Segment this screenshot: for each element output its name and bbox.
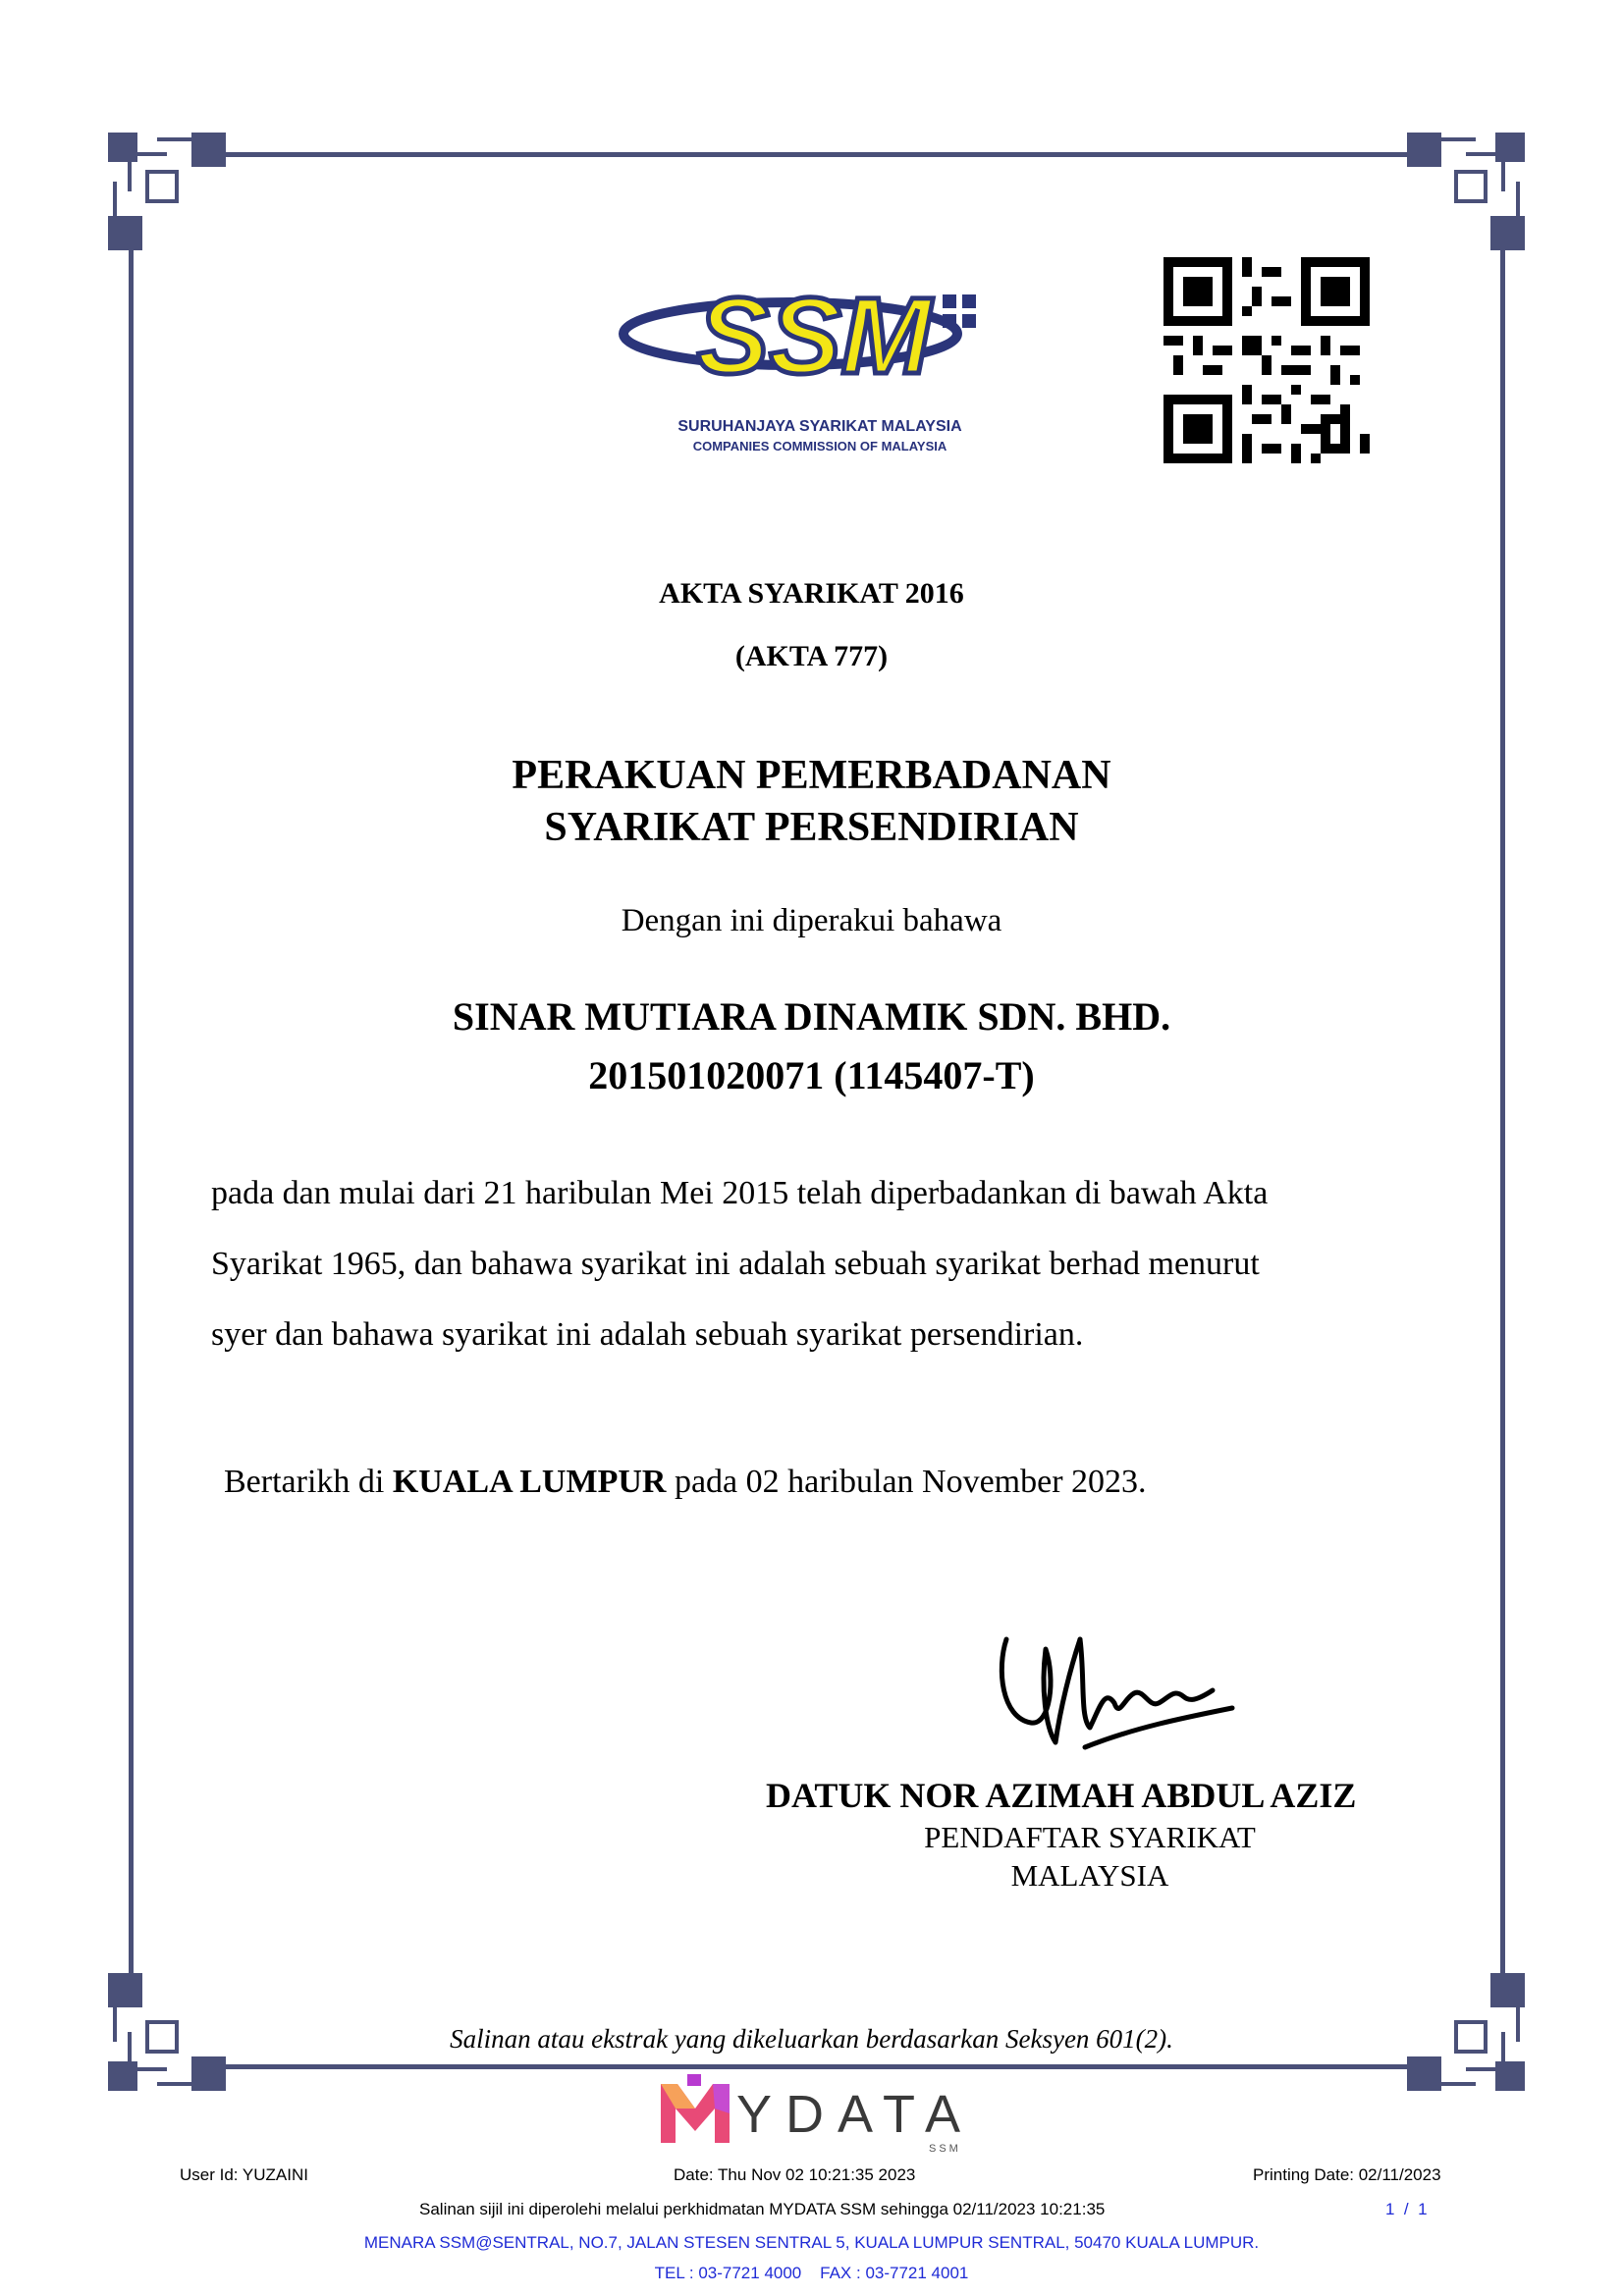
print-datetime: Date: Thu Nov 02 10:21:35 2023 xyxy=(674,2165,916,2184)
certificate-body-line2: Syarikat 1965, dan bahawa syarikat ini adalah sebuah syarikat berhad menurut xyxy=(211,1246,1260,1282)
ssm-logo-mark-text: SSM xyxy=(697,276,932,397)
mydata-brand-text: YDATA xyxy=(736,2085,975,2144)
dated-line xyxy=(224,1447,1147,1518)
act-number: (AKTA 777) xyxy=(734,640,889,672)
frame-top-line xyxy=(196,152,1427,157)
signatory-name: DATUK NOR AZIMAH ABDUL AZIZ xyxy=(766,1776,1357,1815)
mydata-sub-text: SSM xyxy=(929,2143,961,2155)
frame-left-line xyxy=(129,226,134,1993)
corner-ornament-top-left xyxy=(108,133,226,250)
signatory-title-line1: PENDAFTAR SYARIKAT xyxy=(924,1820,1256,1854)
dated-prefix: Bertarikh di xyxy=(224,1464,393,1500)
user-id: User Id: YUZAINI xyxy=(180,2165,308,2184)
mydata-logo xyxy=(656,2074,975,2155)
mydata-m-icon xyxy=(656,2074,734,2148)
office-contact: TEL : 03-7721 4000 FAX : 03-7721 4001 xyxy=(654,2264,969,2282)
qr-code-icon xyxy=(1163,257,1370,463)
office-address: MENARA SSM@SENTRAL, NO.7, JALAN STESEN SENTRAL 5, KUALA LUMPUR SENTRAL, 50470 KUALA LUMPUR. xyxy=(363,2233,1260,2252)
ssm-name-ms: SURUHANJAYA SYARIKAT MALAYSIA xyxy=(677,418,962,435)
registrar-signature-icon xyxy=(987,1610,1242,1767)
dated-suffix: pada 02 haribulan November 2023. xyxy=(666,1464,1147,1500)
act-title: AKTA SYARIKAT 2016 xyxy=(659,577,964,610)
ssm-logo xyxy=(619,265,1011,461)
frame-bottom-line xyxy=(196,2064,1427,2069)
company-name: SINAR MUTIARA DINAMIK SDN. BHD. xyxy=(452,994,1171,1039)
legal-note: Salinan atau ekstrak yang dikeluarkan berdasarkan Seksyen 601(2). xyxy=(450,2024,1173,2054)
certificate-body-line3: syer dan bahawa syarikat ini adalah sebuah syarikat persendirian. xyxy=(211,1316,1084,1353)
ssm-name-en: COMPANIES COMMISSION OF MALAYSIA xyxy=(692,439,947,454)
company-number: 201501020071 (1145407-T) xyxy=(588,1053,1035,1097)
dated-place: KUALA LUMPUR xyxy=(392,1464,667,1500)
page-number: 1 / 1 xyxy=(1385,2200,1428,2218)
certificate-title-line2: SYARIKAT PERSENDIRIAN xyxy=(544,805,1079,850)
signatory-title-line2: MALAYSIA xyxy=(1010,1858,1169,1893)
certificate-body-line1: pada dan mulai dari 21 haribulan Mei 2015 telah diperbadankan di bawah Akta xyxy=(211,1175,1269,1211)
ssm-logo-mark-icon xyxy=(619,265,1011,412)
printing-date: Printing Date: 02/11/2023 xyxy=(1253,2165,1441,2184)
validity-note: Salinan sijil ini diperolehi melalui perkhidmatan MYDATA SSM sehingga 02/11/2023 10:21:35 xyxy=(419,2200,1106,2218)
corner-ornament-top-right xyxy=(1407,133,1525,250)
certificate-title-line1: PERAKUAN PEMERBADANAN xyxy=(512,753,1111,798)
certificate-intro: Dengan ini diperakui bahawa xyxy=(621,903,1002,938)
frame-right-line xyxy=(1500,226,1505,1993)
